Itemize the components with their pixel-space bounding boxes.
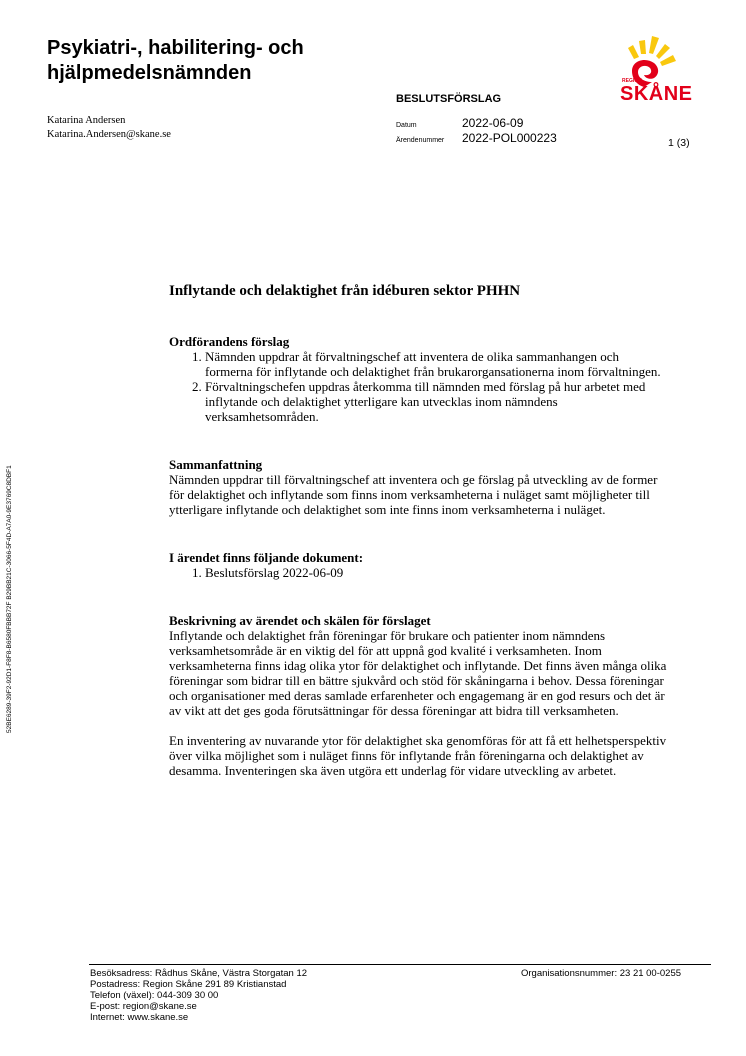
footer-address: [90, 968, 307, 1023]
document-meta: [396, 116, 557, 146]
description-heading: Beskrivning av ärendet och skälen för förslaget: [169, 613, 431, 628]
proposal-list: [169, 349, 669, 424]
case-value: 2022-POL000223: [462, 131, 557, 145]
footer-divider: [89, 964, 711, 965]
footer-phone: Telefon (växel): 044-309 30 00: [90, 990, 219, 1001]
contact-email: Katarina.Andersen@skane.se: [47, 129, 171, 140]
document-type: BESLUTSFÖRSLAG: [396, 93, 502, 105]
description-section: [169, 613, 669, 778]
page-number: 1 (3): [668, 137, 690, 149]
region-skane-logo: [610, 33, 696, 105]
document-body: [169, 284, 669, 811]
contact-block: [47, 114, 171, 142]
document-id-code: 52BE6289-39F2-92D1-F8F8-B6580FBBB72F B29BB21C-3066-5F4D-A7A0-9E3769C8DBF1: [6, 465, 13, 733]
case-label: Ärendenummer: [396, 137, 445, 144]
proposal-heading: Ordförandens förslag: [169, 334, 290, 349]
date-row: [396, 116, 557, 131]
summary-heading: Sammanfattning: [169, 457, 263, 472]
contact-name: Katarina Andersen: [47, 115, 126, 126]
footer-visit-address: Besöksadress: Rådhus Skåne, Västra Storgatan 12: [90, 968, 308, 979]
logo-region-text: REGION: [622, 78, 642, 84]
logo-name-text: SKÅNE: [620, 83, 693, 105]
footer-email: E-post: region@skane.se: [90, 1001, 197, 1012]
case-row: [396, 131, 557, 146]
summary-text: Nämnden uppdrar till förvaltningschef att inventera och ge förslag på utveckling av de former för delaktighet och inflytande som finns inom verksamheterna i nuläget samt möjligheter till ytterligare inflytande och delaktighet som inte finns inom verksamheterna i nuläget.: [169, 472, 658, 517]
list-item: 1. Beslutsförslag 2022-06-09: [205, 565, 669, 580]
description-paragraph-1: Inflytande och delaktighet från föreningar för brukare och patienter inom nämndens verksamhetsområde är en viktig del för att uppnå god kvalité i verksamheten. Inom verksamheterna finns idag olika ytor för delaktighet och inflytande. Det finns även många olika föreningar som bidrar till en bättre sjukvård och stöd för skåningarna i behov. Dessa föreningar och organisationer med deras samlade erfarenheter och engagemang är en god resurs och det är av vikt att det ges goda förutsättningar för dessa föreningar att bidra till verksamheten.: [169, 628, 667, 718]
date-label: Datum: [396, 122, 417, 129]
document-title: Inflytande och delaktighet från idéburen sektor PHHN: [169, 283, 521, 299]
documents-list: [169, 565, 669, 580]
date-value: 2022-06-09: [462, 116, 524, 130]
documents-section: [169, 550, 669, 580]
footer-postal-address: Postadress: Region Skåne 291 89 Kristianstad: [90, 979, 287, 990]
organization-title: Psykiatri-, habilitering- och hjälpmedelsnämnden: [47, 37, 304, 84]
documents-heading: I ärendet finns följande dokument:: [169, 550, 364, 565]
description-paragraph-2: En inventering av nuvarande ytor för delaktighet ska genomföras för att få ett helhetsperspektiv över vilka möjlighet som i nuläget finns för inflytande från föreningarna och delaktighet av desamma. Inventeringen ska även utgöra ett underlag för vidare utveckling av arbetet.: [169, 733, 667, 778]
summary-section: [169, 457, 669, 517]
proposal-section: [169, 334, 669, 424]
list-item: 2. Förvaltningschefen uppdras återkomma till nämnden med förslag på hur arbetet med inflytande och delaktighet ytterligare kan utvecklas inom nämndens verksamhetsområden.: [205, 379, 669, 424]
footer-website: Internet: www.skane.se: [90, 1012, 189, 1023]
footer-org-number: Organisationsnummer: 23 21 00-0255: [521, 968, 682, 979]
list-item: 1. Nämnden uppdrar åt förvaltningschef att inventera de olika sammanhangen och formerna för inflytande och delaktighet från brukarorgansationerna inom förvaltningen.: [205, 349, 669, 379]
